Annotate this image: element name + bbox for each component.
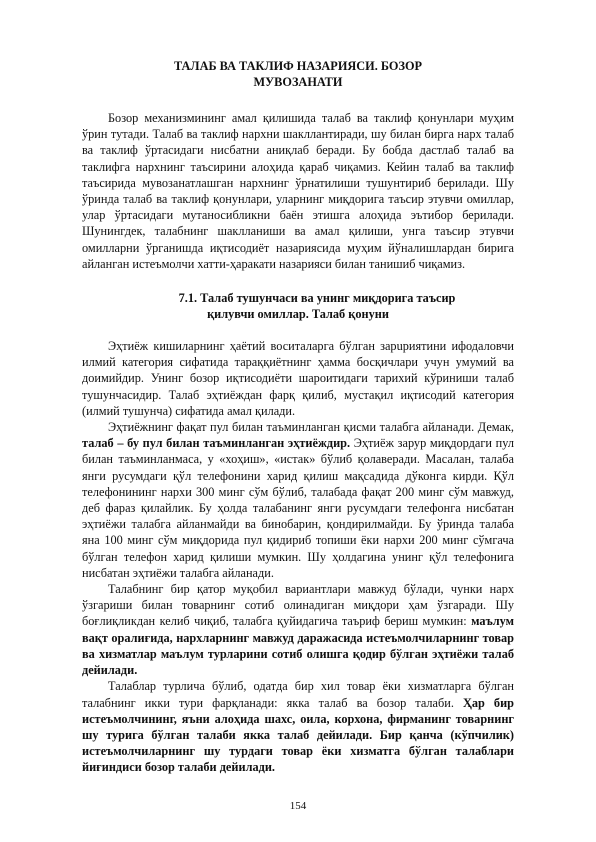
paragraph-demand-types	[82, 678, 514, 775]
chapter-title-line-2: МУВОЗАНАТИ	[253, 75, 343, 89]
paragraph-types-text-a: Талаблар турлича бўлиб, одатда бир хил товар ёки хизматларга бўлган талабнинг икки тури фарқланади: якка талаб ва бозор талаби.	[82, 679, 514, 710]
intro-paragraph: Бозор механизмининг амал қилишида талаб ва таклиф қонунлари муҳим ўрин тутади. Талаб ва таклиф нархни шакллантиради, шу билан бирга нарх талаб ва таклиф ўртасидаги нисбатни аниқлаб беради. Бу бобда дастлаб талаб ва таклифга нархнинг таъсирини алоҳида қараб чиқамиз. Кейин талаб ва таклиф таъсирида мувозанатлашган нархнинг ўрнатилиши тушунтириб берилади. Шу ўринда талаб ва таклиф қонунлари, уларнинг миқдорига таъсир этувчи омиллар, улар ўртасидаги мутаносибликни баён этишга алоҳида эътибор берилади. Шунингдек, талабнинг шаклланиши ва амал қилиши, унга таъсир этувчи омилларни ўрганишда иқтисодиёт назариясида муҳим йўналишлардан бирига айланган истеъмолчи хатти-ҳаракати назарияси билан танишиб чиқамиз.	[82, 111, 514, 271]
demand-formal-definition-bold: маълум вақт оралиғида, нархларнинг мавжуд даражасида истеъмолчиларнинг товар ва хизматлар маълум турларини сотиб олишга қодир бўлган эҳтиёжи талаб дейилади.	[82, 614, 514, 678]
chapter-title-line-1: ТАЛАБ ВА ТАКЛИФ НАЗАРИЯСИ. БОЗОР	[173, 59, 423, 73]
demand-types-definition-bold: Ҳар бир истеъмолчининг, яъни алоҳида шахс, оила, корхона, фирманинг товарнинг шу турига бўлган талаби якка талаб дейилади. Бир қанча (кўпчилик) истеъмолчиларнинг шу турдаги товар ёки хизматга бўлган талаблари йиғиндиси бозор талаби дейилади.	[82, 695, 514, 775]
paragraph-demand-text-c: Эҳтиёж зарур миқдордаги пул билан таъминланмаса, у «хоҳиш», «истак» бўлиб қолаверади. Масалан, талаба янги русумдаги қўл телефонини харид қилиш мақсадида дўконга кирди. Қўл телефонининг нархи 300 минг сўм бўлиб, талабада фақат 200 минг сўм мавжуд, деб фараз қилайлик. Бу ҳолда талабанинг янги русумдаги телефонга нисбатан эҳтиёжи талабга айланмайди ва бинобарин, қондирилмайди. Бу ўринда талаба яна 100 минг сўм миқдорида пул қидириб топиши ёки нархи 200 минг сўмгача бўлган телефон харид қилиши мумкин. Шу ҳолдагина унинг қўл телефонига нисбатан эҳтиёжи талабга айланади.	[82, 436, 514, 580]
paragraph-need: Эҳтиёж кишиларнинг ҳаётий воситаларга бўлган зарuриятини ифодаловчи илмий категория сифатида тараққиётнинг ҳамма босқичлари учун умумий ва доимийдир. Унинг бозор иқтисодиёти шароитидаги тарихий кўриниши талаб тушунчасидир. Талаб эҳтиёждан фарқ қилиб, мустақил иқтисодий категория (илмий тушунча) сифатида амал қилади.	[82, 339, 514, 418]
section-heading-line-1: 7.1. Талаб тушунчаси ва унинг миқдорига таъсир	[178, 291, 456, 306]
paragraph-variants-text-a: Талабнинг бир қатор муқобил вариантлари мавжуд бўлади, чунки нарх ўзгариши билан товарнинг сотиб олинадиган миқдори ҳам ўзгаради. Шу боғлиқликдан келиб чиқиб, талабга қуйидагича таъриф бериш мумкин:	[82, 582, 514, 629]
paragraph-demand-definition	[82, 419, 514, 581]
page-number: 154	[289, 800, 307, 812]
paragraph-demand-variants	[82, 581, 514, 678]
demand-definition-bold: талаб – бу пул билан таъминланган эҳтиёждир.	[82, 436, 351, 451]
chapter-title	[82, 58, 514, 90]
section-heading-line-2: қилувчи омиллар. Талаб қонуни	[207, 307, 389, 322]
section-heading	[82, 290, 514, 322]
paragraph-demand-text-a: Эҳтиёжнинг фақат пул билан таъминланган қисми талабга айланади. Демак,	[108, 420, 514, 435]
